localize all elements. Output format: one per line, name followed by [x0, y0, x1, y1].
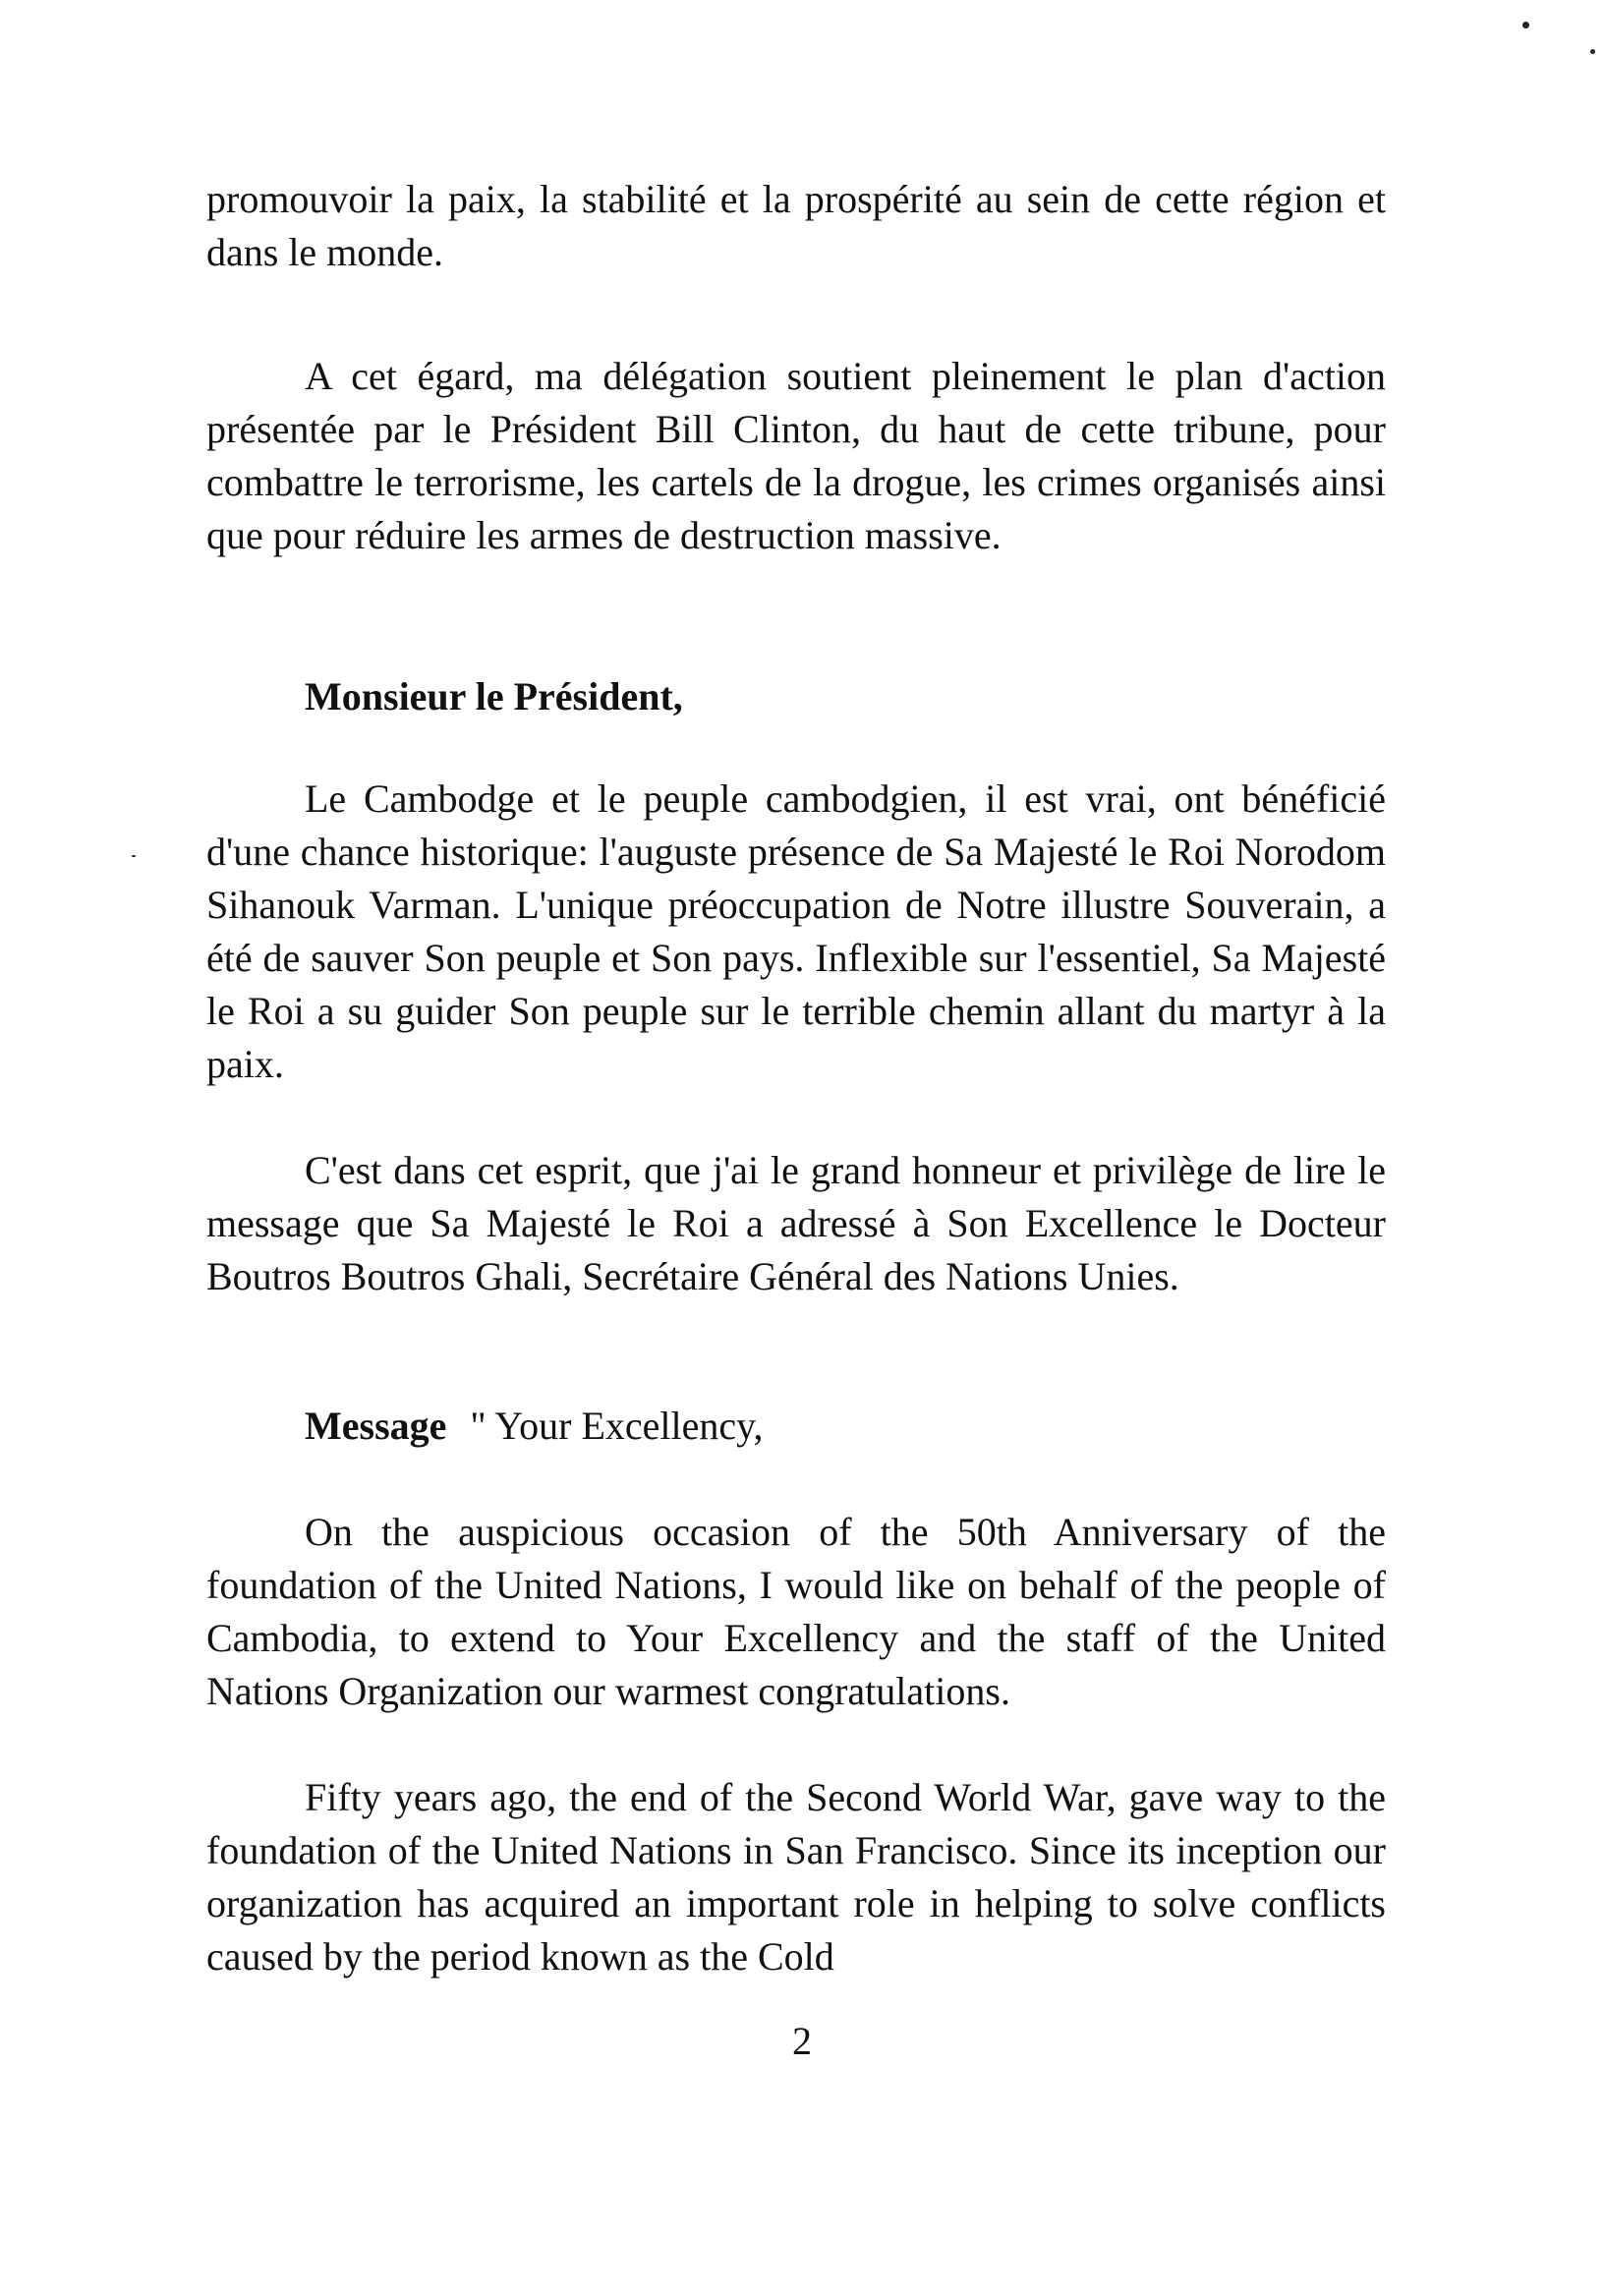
scan-speck [1522, 22, 1529, 29]
paragraph-anniversary: On the auspicious occasion of the 50th Anniversary of the foundation of the United Nations, I would like on behalf of the people of Cambodia, to extend to Your Excellency and the staff of the United Nations Organization our warmest congratulations. [206, 1510, 1386, 1713]
page-number: 2 [792, 2019, 812, 2063]
section-heading: Monsieur le Président, [305, 674, 683, 718]
paragraph-message-intro: C'est dans cet esprit, que j'ai le grand honneur et privilège de lire le message que Sa Majesté le Roi a adressé à Son Excellence le Docteur Boutros Boutros Ghali, Secrétaire Général des Nations Unies. [206, 1148, 1386, 1298]
paragraph-cambodia: Le Cambodge et le peuple cambodgien, il est vrai, ont bénéficié d'une chance historique: l'auguste présence de Sa Majesté le Roi Norodom Sihanouk Varman. L'unique préoccupation de Notre illustre Souverain, a été de sauver Son peuple et Son pays. Inflexible sur l'essentiel, Sa Majesté le Roi a su guider Son peuple sur le terrible chemin allant du martyr à la paix. [206, 776, 1386, 1086]
scan-speck [1590, 49, 1595, 54]
paragraph-continuation: promouvoir la paix, la stabilité et la prospérité au sein de cette région et dans le monde. [206, 177, 1386, 274]
scan-speck [132, 855, 136, 857]
paragraph-action-plan: A cet égard, ma délégation soutient pleinement le plan d'action présentée par le Président Bill Clinton, du haut de cette tribune, pour combattre le terrorisme, les cartels de la drogue, les crimes organisés ainsi que pour réduire les armes de destruction massive. [206, 354, 1386, 557]
paragraph-history: Fifty years ago, the end of the Second World War, gave way to the foundation of the United Nations in San Francisco. Since its inception our organization has acquired an important role in helping to solve conflicts caused by the period known as the Cold [206, 1775, 1386, 1979]
message-salutation: " Your Excellency, [470, 1404, 764, 1448]
message-salutation-line [305, 1400, 764, 1453]
message-label: Message [305, 1404, 447, 1448]
